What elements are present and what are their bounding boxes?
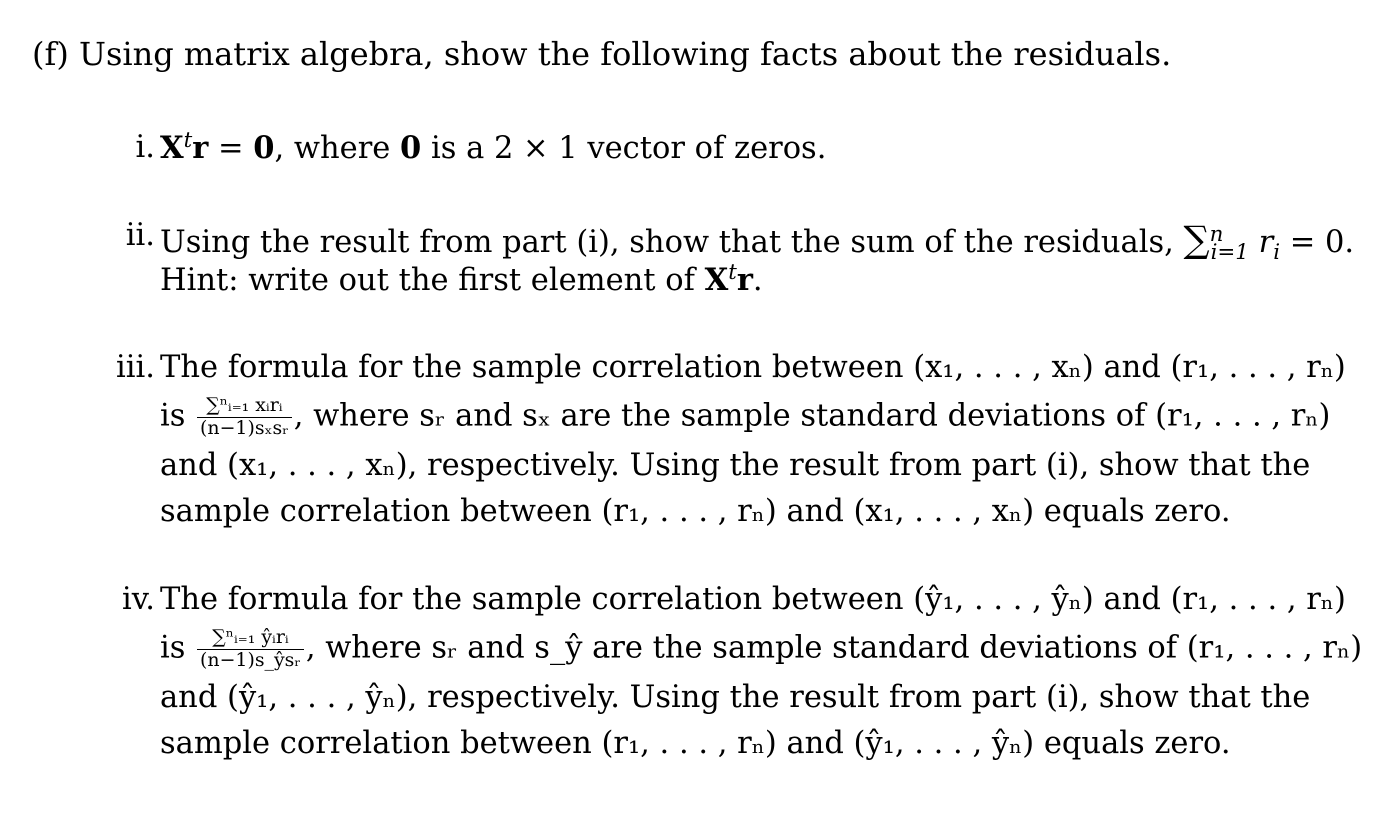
item-iv-line1: The formula for the sample correlation between (ŷ₁, . . . , ŷₙ) and (r₁, . . . , rₙ) [160,582,1346,617]
correlation-fraction: $\frac{\text{∑ⁿᵢ₌₁ xᵢrᵢ}}{\text{(n−1)sₓsᵣ}}$ [197,396,292,439]
item-i-line: $X^tr = 0$, where 0 is a 2 × 1 vector of zeros. [160,127,827,166]
correlation-fraction: $\frac{\text{∑ⁿᵢ₌₁ ŷᵢrᵢ}}{\text{(n−1)s\_ŷsᵣ}}$ [197,628,304,671]
item-iii-line4: sample correlation between (r₁, . . . , rₙ) and (x₁, . . . , xₙ) equals zero. [160,494,1231,529]
item-ii-line1: Using the result from part (i), show that the sum of the residuals, ∑$^n_{i=1}$ $r_i = 0$. [160,218,1355,266]
item-label: ii. [125,218,155,253]
item-label: iii. [116,350,155,385]
item-iii-line1: The formula for the sample correlation between (x₁, . . . , xₙ) and (r₁, . . . , rₙ) [160,350,1346,385]
item-iii-line3: and (x₁, . . . , xₙ), respectively. Using the result from part (i), show that the [160,448,1311,483]
item-ii-line2: Hint: write out the first element of $X^tr$. [160,259,763,298]
problem-heading: (f) Using matrix algebra, show the following facts about the residuals. [32,35,1172,73]
item-iv-line4: sample correlation between (r₁, . . . , rₙ) and (ŷ₁, . . . , ŷₙ) equals zero. [160,726,1231,761]
item-iii-line2: is $\frac{\text{∑ⁿᵢ₌₁ xᵢrᵢ}}{\text{(n−1)sₓsᵣ}}$ , where sᵣ and sₓ are the sample standard deviations of (r₁, . . . , rₙ) [160,394,1331,439]
item-iv-line3: and (ŷ₁, . . . , ŷₙ), respectively. Using the result from part (i), show that the [160,680,1311,715]
item-label: i. [135,130,155,165]
item-label: iv. [121,582,155,617]
item-iv-line2: is $\frac{\text{∑ⁿᵢ₌₁ ŷᵢrᵢ}}{\text{(n−1)s\_ŷsᵣ}}$ , where sᵣ and s_ŷ are the sample standard deviations of (r₁, . . . , rₙ) [160,626,1363,671]
